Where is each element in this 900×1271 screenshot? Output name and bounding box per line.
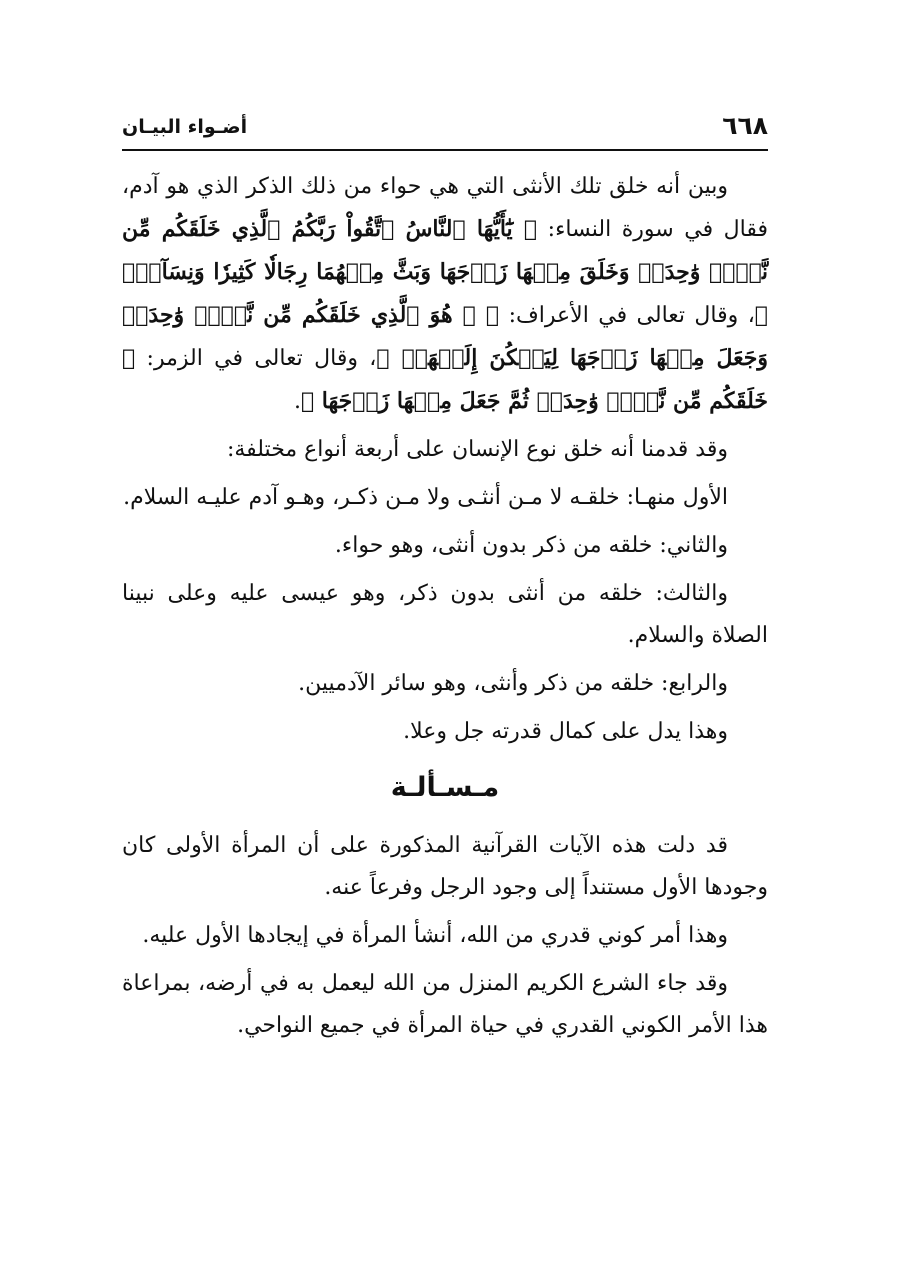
section-heading: مـسـألـة [390, 772, 500, 803]
paragraph-text: . [293, 389, 301, 414]
paragraph-cosmic-decree: وهذا أمر كوني قدري من الله، أنشأ المرأة في إيجادها الأول عليه. [142, 923, 728, 948]
paragraph-sharia: وقد جاء الشرع الكريم المنزل من الله ليعمل به في أرضه، بمراعاة هذا الأمر الكوني القدري في حياة المرأة في جميع النواحي. [122, 971, 768, 1038]
paragraph-text: ، وقال تعالى في الزمر: [135, 346, 377, 371]
running-title: أضـواء البيـان [122, 116, 248, 138]
paragraph-second-kind: والثاني: خلقه من ذكر بدون أنثى، وهو حواء. [334, 533, 728, 558]
paragraph-text: وبين أنه خلق تلك الأنثى التي هي حواء من ذلك الذكر الذي هو آدم، فقال في سورة النساء: [122, 174, 768, 242]
paragraph-divine-power: وهذا يدل على كمال قدرته جل وعلا. [403, 719, 728, 744]
page-number: ٦٦٨ [722, 111, 768, 140]
quran-verse-araf: ﴿ ۞ هُوَ ٱلَّذِي خَلَقَكُم مِّن نَّفۡسٖ وَٰحِدَةٖ وَجَعَلَ مِنۡهَا زَوۡجَهَا لِيَسۡكُنَ إِلَيۡهَاۖ ﴾ [122, 302, 768, 371]
page-body [122, 166, 768, 1053]
quran-verse-zumar: ﴿ خَلَقَكُم مِّن نَّفۡسٖ وَٰحِدَةٖ ثُمَّ جَعَلَ مِنۡهَا زَوۡجَهَا ﴾ [122, 345, 768, 414]
paragraph-text: ، وقال تعالى في الأعراف: [499, 303, 755, 328]
paragraph-first-kind: الأول منهـا: خلقـه لا مـن أنثـى ولا مـن ذكـر، وهـو آدم عليـه السلام. [123, 485, 728, 510]
paragraph-creation-of-eve [122, 166, 768, 423]
paragraph-third-kind: والثالث: خلقه من أنثى بدون ذكر، وهو عيسى عليه وعلى نبينا الصلاة والسلام. [122, 581, 768, 648]
header-rule [122, 149, 768, 151]
paragraph-four-kinds: وقد قدمنا أنه خلق نوع الإنسان على أربعة أنواع مختلفة: [226, 437, 728, 462]
quran-verse-nisa: ﴿ يَٰٓأَيُّهَا ٱلنَّاسُ ٱتَّقُواْ رَبَّكُمُ ٱلَّذِي خَلَقَكُم مِّن نَّفۡسٖ وَٰحِدَةٖ وَخَلَقَ مِنۡهَا زَوۡجَهَا وَبَثَّ مِنۡهُمَا رِجَالٗا كَثِيرٗا وَنِسَآءٗۚ ﴾ [122, 216, 768, 328]
paragraph-first-woman: قد دلت هذه الآيات القرآنية المذكورة على أن المرأة الأولى كان وجودها الأول مستنداً إلى وجود الرجل وفرعاً عنه. [122, 833, 768, 900]
page-header [122, 110, 768, 146]
paragraph-fourth-kind: والرابع: خلقه من ذكر وأنثى، وهو سائر الآدميين. [298, 671, 728, 696]
